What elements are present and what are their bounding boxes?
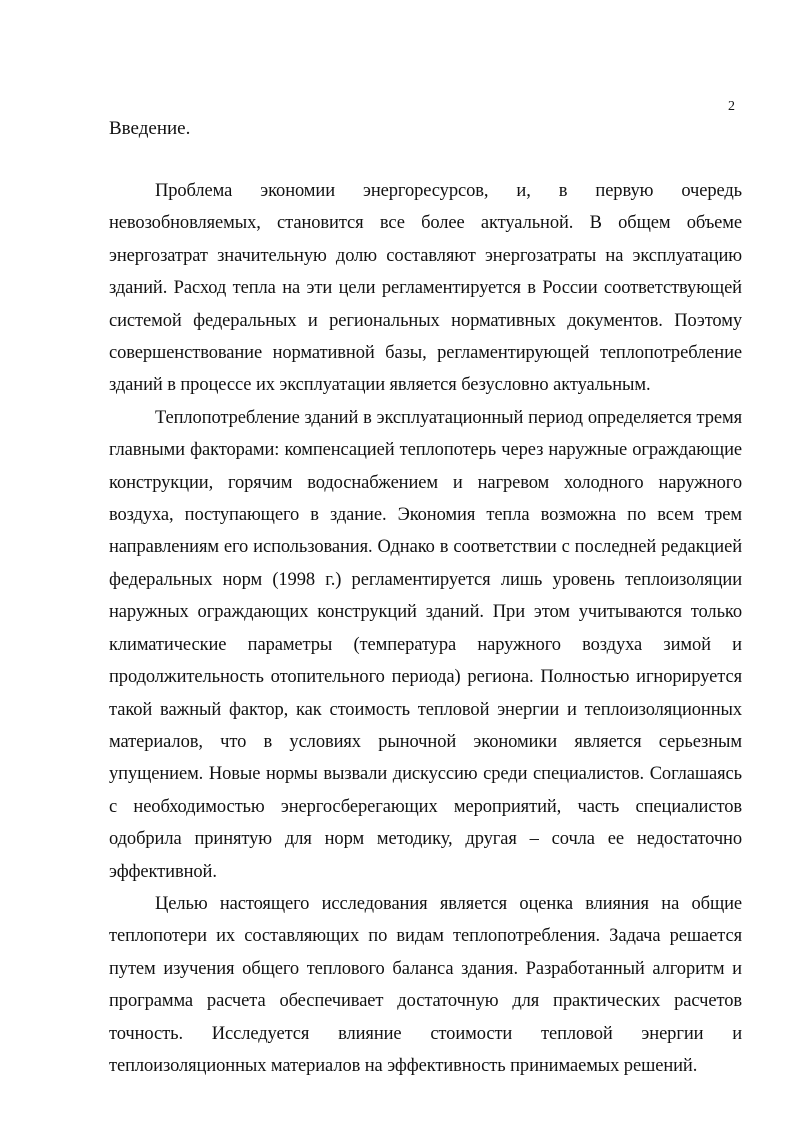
page-number: 2 <box>728 99 735 114</box>
section-heading: Введение. <box>109 118 191 139</box>
paragraph-1: Проблема экономии энергоресурсов, и, в первую очередь невозобновляемых, становится все более актуальной. В общем объеме энергозатрат значительную долю составляют энергозатраты на эксплуатацию зданий. Расход тепла на эти цели регламентируется в России соответствующей системой федеральных и региональных нормативных документов. Поэтому совершенствование нормативной базы, регламентирующей теплопотребление зданий в процессе их эксплуатации является безусловно актуальным. <box>109 181 742 396</box>
document-body <box>109 175 742 1082</box>
paragraph-3: Целью настоящего исследования является оценка влияния на общие теплопотери их составляющих по видам теплопотребления. Задача решается путем изучения общего теплового баланса здания. Разработанный алгоритм и программа расчета обеспечивает достаточную для практических расчетов точность. Исследуется влияние стоимости тепловой энергии и теплоизоляционных материалов на эффективность принимаемых решений. <box>109 893 742 1076</box>
paragraph-2: Теплопотребление зданий в эксплуатационный период определяется тремя главными факторами: компенсацией теплопотерь через наружные ограждающие конструкции, горячим водоснабжением и нагревом холодного наружного воздуха, поступающего в здание. Экономия тепла возможна по всем трем направлениям его использования. Однако в соответствии с последней редакцией федеральных норм (1998 г.) регламентируется лишь уровень теплоизоляции наружных ограждающих конструкций зданий. При этом учитываются только климатические параметры (температура наружного воздуха зимой и продолжительность отопительного периода) региона. Полностью игнорируется такой важный фактор, как стоимость тепловой энергии и теплоизоляционных материалов, что в условиях рыночной экономики является серьезным упущением. Новые нормы вызвали дискуссию среди специалистов. Соглашаясь с необходимостью энергосберегающих мероприятий, часть специалистов одобрила принятую для норм методику, другая – сочла ее недостаточно эффективной. <box>109 407 742 882</box>
